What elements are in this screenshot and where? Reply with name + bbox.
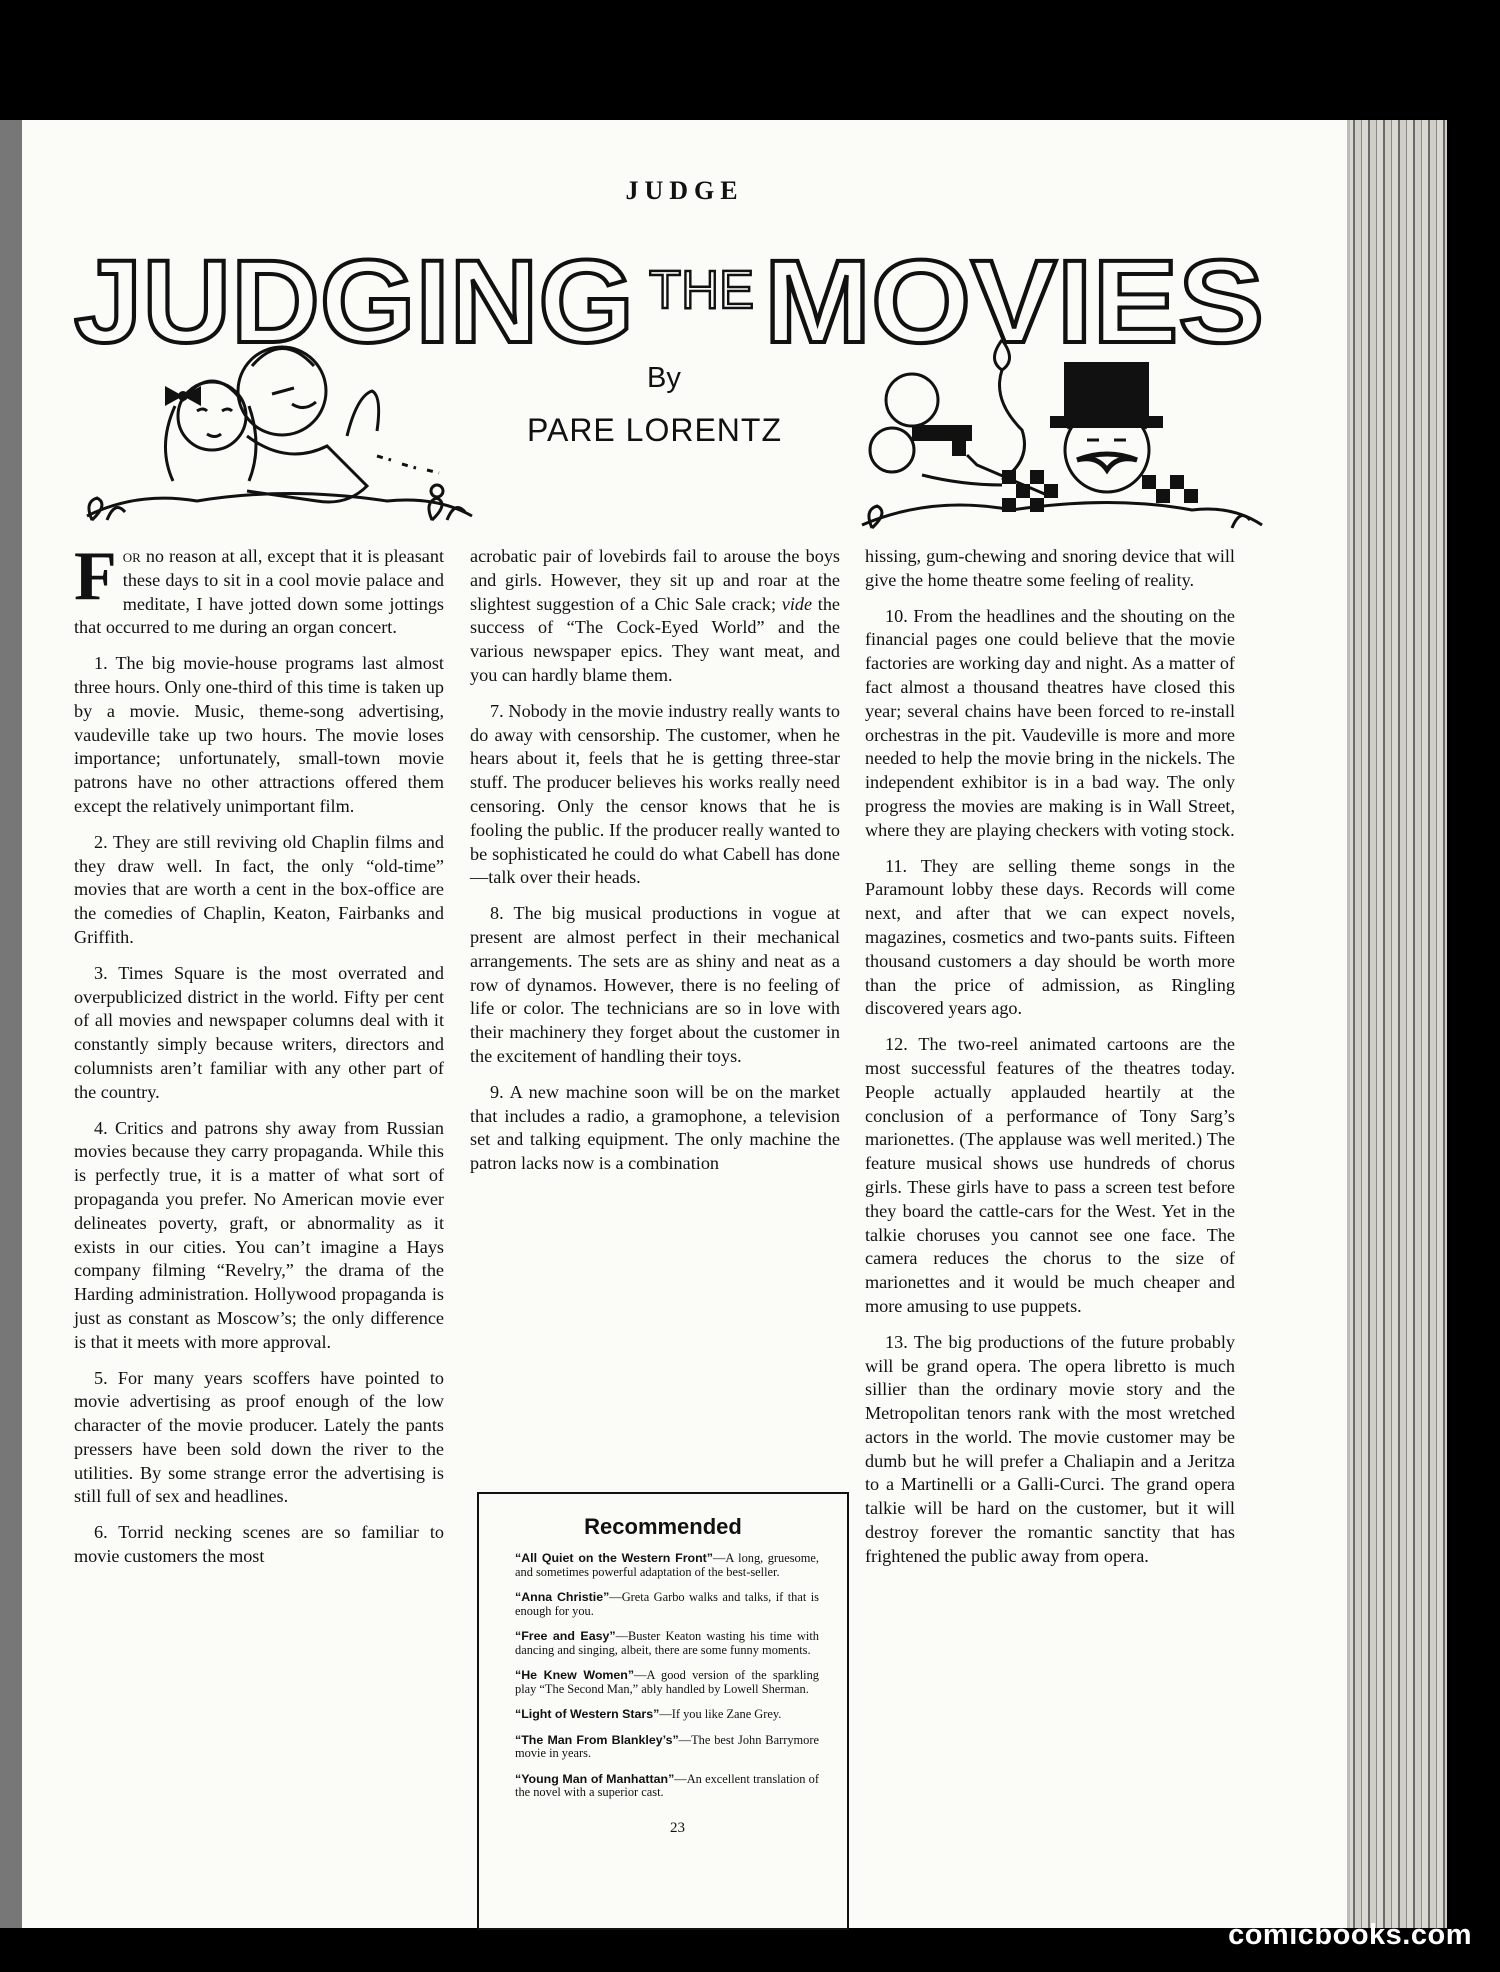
recommended-item: “Light of Western Stars”—If you like Zane Grey. xyxy=(515,1707,782,1721)
paragraph-8: 8. The big musical productions in vogue at present are almost perfect in their mechanical arrangements. The sets are as shiny and neat as a row of dynamos. However, there is no feeling of life or color. The technicians are so in love with their machinery they forget about the customer in the excitement of handling their toys. xyxy=(470,903,840,1066)
paragraph-3: 3. Times Square is the most overrated and overpublicized district in the world. Fifty per cent of all movies and newspaper columns deal with it constantly simply because writers, directors and columnists aren’t familiar with any other part of the country. xyxy=(74,962,444,1102)
drop-cap: F xyxy=(74,538,117,615)
title-part-judging: JUDGING xyxy=(74,236,634,355)
recommended-item: “The Man From Blankley’s”—The best John Barrymore movie in years. xyxy=(515,1732,819,1760)
text-column-1 xyxy=(74,538,444,1581)
recommended-item: “Young Man of Manhattan”—An excellent translation of the novel with a superior cast. xyxy=(515,1771,819,1799)
page-number: 23 xyxy=(670,1820,685,1836)
binding-edge-left xyxy=(0,120,22,1928)
text-column-2 xyxy=(470,545,840,1188)
paragraph-11: 11. They are selling theme songs in the Paramount lobby these days. Records will come next, and after that we can expect novels, magazines, cosmetics and two-pants suits. Fifteen thousand customers a day should be worth more than the price of admission, as Ringling discovered years ago. xyxy=(865,855,1235,1019)
cartoon-villain-illustration xyxy=(852,320,1272,550)
text-column-3 xyxy=(865,545,1235,1581)
paragraph-6: 6. Torrid necking scenes are so familiar to movie customers the most xyxy=(74,1522,444,1567)
recommended-item: “Free and Easy”—Buster Keaton wasting his time with dancing and singing, albeit, there are some funny moments. xyxy=(515,1629,819,1657)
paragraph-7: 7. Nobody in the movie industry really wants to do away with censorship. The customer, when he hears about it, feels that he is getting three-star stuff. The producer believes his works really need censoring. Only the censor knows that he is fooling the public. If the producer really wanted to be sophisticated he could do what Cabell has done—talk over their heads. xyxy=(470,700,840,888)
recommended-box xyxy=(477,1492,849,1930)
cartoon-couple-illustration xyxy=(77,306,497,546)
intro-paragraph: For no reason at all, except that it is pleasant these days to sit in a cool movie palace and meditate, I have jotted down some jottings that occurred to me during an organ concert. xyxy=(74,538,444,638)
paragraph-9: 9. A new machine soon will be on the market that includes a radio, a gramophone, a television set and talking equipment. The only machine the patron lacks now is a combination xyxy=(470,1081,840,1174)
page-stack-edges xyxy=(1347,120,1447,1928)
author-name: PARE LORENTZ xyxy=(527,412,782,448)
paragraph-12: 12. The two-reel animated cartoons are the most successful features of the theatres today. People actually applauded heartily at the conclusion of a performance of Tony Sarg’s marionettes. (The applause was well merited.) The feature musical shows use hundreds of chorus girls. These girls have to pass a screen test before they board the cattle-cars for the West. Yet in the talkie choruses you cannot see one face. The camera reduces the chorus to the size of marionettes and it would be much cheaper and more amusing to use puppets. xyxy=(865,1034,1235,1316)
byline-by: By xyxy=(647,362,681,394)
recommended-item: “All Quiet on the Western Front”—A long, gruesome, and sometimes powerful adaptation of the best-seller. xyxy=(515,1551,819,1579)
paragraph-9-continued: hissing, gum-chewing and snoring device that will give the home theatre some feeling of reality. xyxy=(865,546,1235,590)
paragraph-13: 13. The big productions of the future probably will be grand opera. The opera libretto is much sillier than the ordinary movie story and the Metropolitan tenors rank with the most wretched actors in the world. The movie customer may be dumb but he will prefer a Chaliapin and a Jeritza to a Martinelli or a Galli-Curci. The grand opera talkie will be hard on the customer, but it will destroy forever the romantic sanctity that has frightened the public away from opera. xyxy=(865,1331,1235,1566)
paragraph-2: 2. They are still reviving old Chaplin films and they draw well. In fact, the only “old-time” movies that are worth a cent in the box-office are the comedies of Chaplin, Keaton, Fairbanks and Griffith. xyxy=(74,831,444,947)
paragraph-4: 4. Critics and patrons shy away from Russian movies because they carry propaganda. While this is perfectly true, it is a matter of what sort of propaganda you prefer. No American movie ever delineates poverty, graft, or abnormality as it exists in our cities. You can’t imagine a Hays company filming “Revelry,” the drama of the Harding administration. Hollywood propaganda is just as constant as Moscow’s; the only difference is that it meets with more approval. xyxy=(74,1117,444,1352)
watermark: comicbooks.com xyxy=(1228,1919,1472,1951)
paragraph-1: 1. The big movie-house programs last almost three hours. Only one-third of this time is taken up by a movie. Music, theme-song advertising, vaudeville take up two hours. The movie loses importance; unfortunately, small-town movie patrons have no other attractions offered them except the relatively unimportant film. xyxy=(74,653,444,816)
recommended-item: “Anna Christie”—Greta Garbo walks and talks, if that is enough for you. xyxy=(515,1590,819,1618)
magazine-name: JUDGE xyxy=(625,176,744,205)
paragraph-6-continued: acrobatic pair of lovebirds fail to arouse the boys and girls. However, they sit up and roar at the slightest suggestion of a Chic Sale crack; vide the success of “The Cock-Eyed World” and the various newspaper epics. They want meat, and you can hardly blame them. xyxy=(470,546,840,685)
recommended-heading: Recommended xyxy=(584,1514,742,1539)
magazine-page xyxy=(22,120,1350,1928)
paragraph-5: 5. For many years scoffers have pointed to movie advertising as proof enough of the low character of the movie producer. Lately the pants pressers have been sold down the river to the utilities. By some strange error the advertising is still full of sex and headlines. xyxy=(74,1367,444,1507)
paragraph-10: 10. From the headlines and the shouting on the financial pages one could believe that the movie factories are working day and night. As a matter of fact almost a thousand theatres have closed this year; several chains have been forced to re-install orchestras in the pit. Vaudeville is more and more needed to help the movie bring in the nickels. The independent exhibitor is in a bad way. The only progress the movies are making is in Wall Street, where they are playing checkers with voting stock. xyxy=(865,605,1235,840)
title-part-movies: MOVIES xyxy=(764,236,1264,355)
title-part-the: THE xyxy=(649,260,754,320)
recommended-item: “He Knew Women”—A good version of the sparkling play “The Second Man,” ably handled by Lowell Sherman. xyxy=(515,1668,819,1696)
